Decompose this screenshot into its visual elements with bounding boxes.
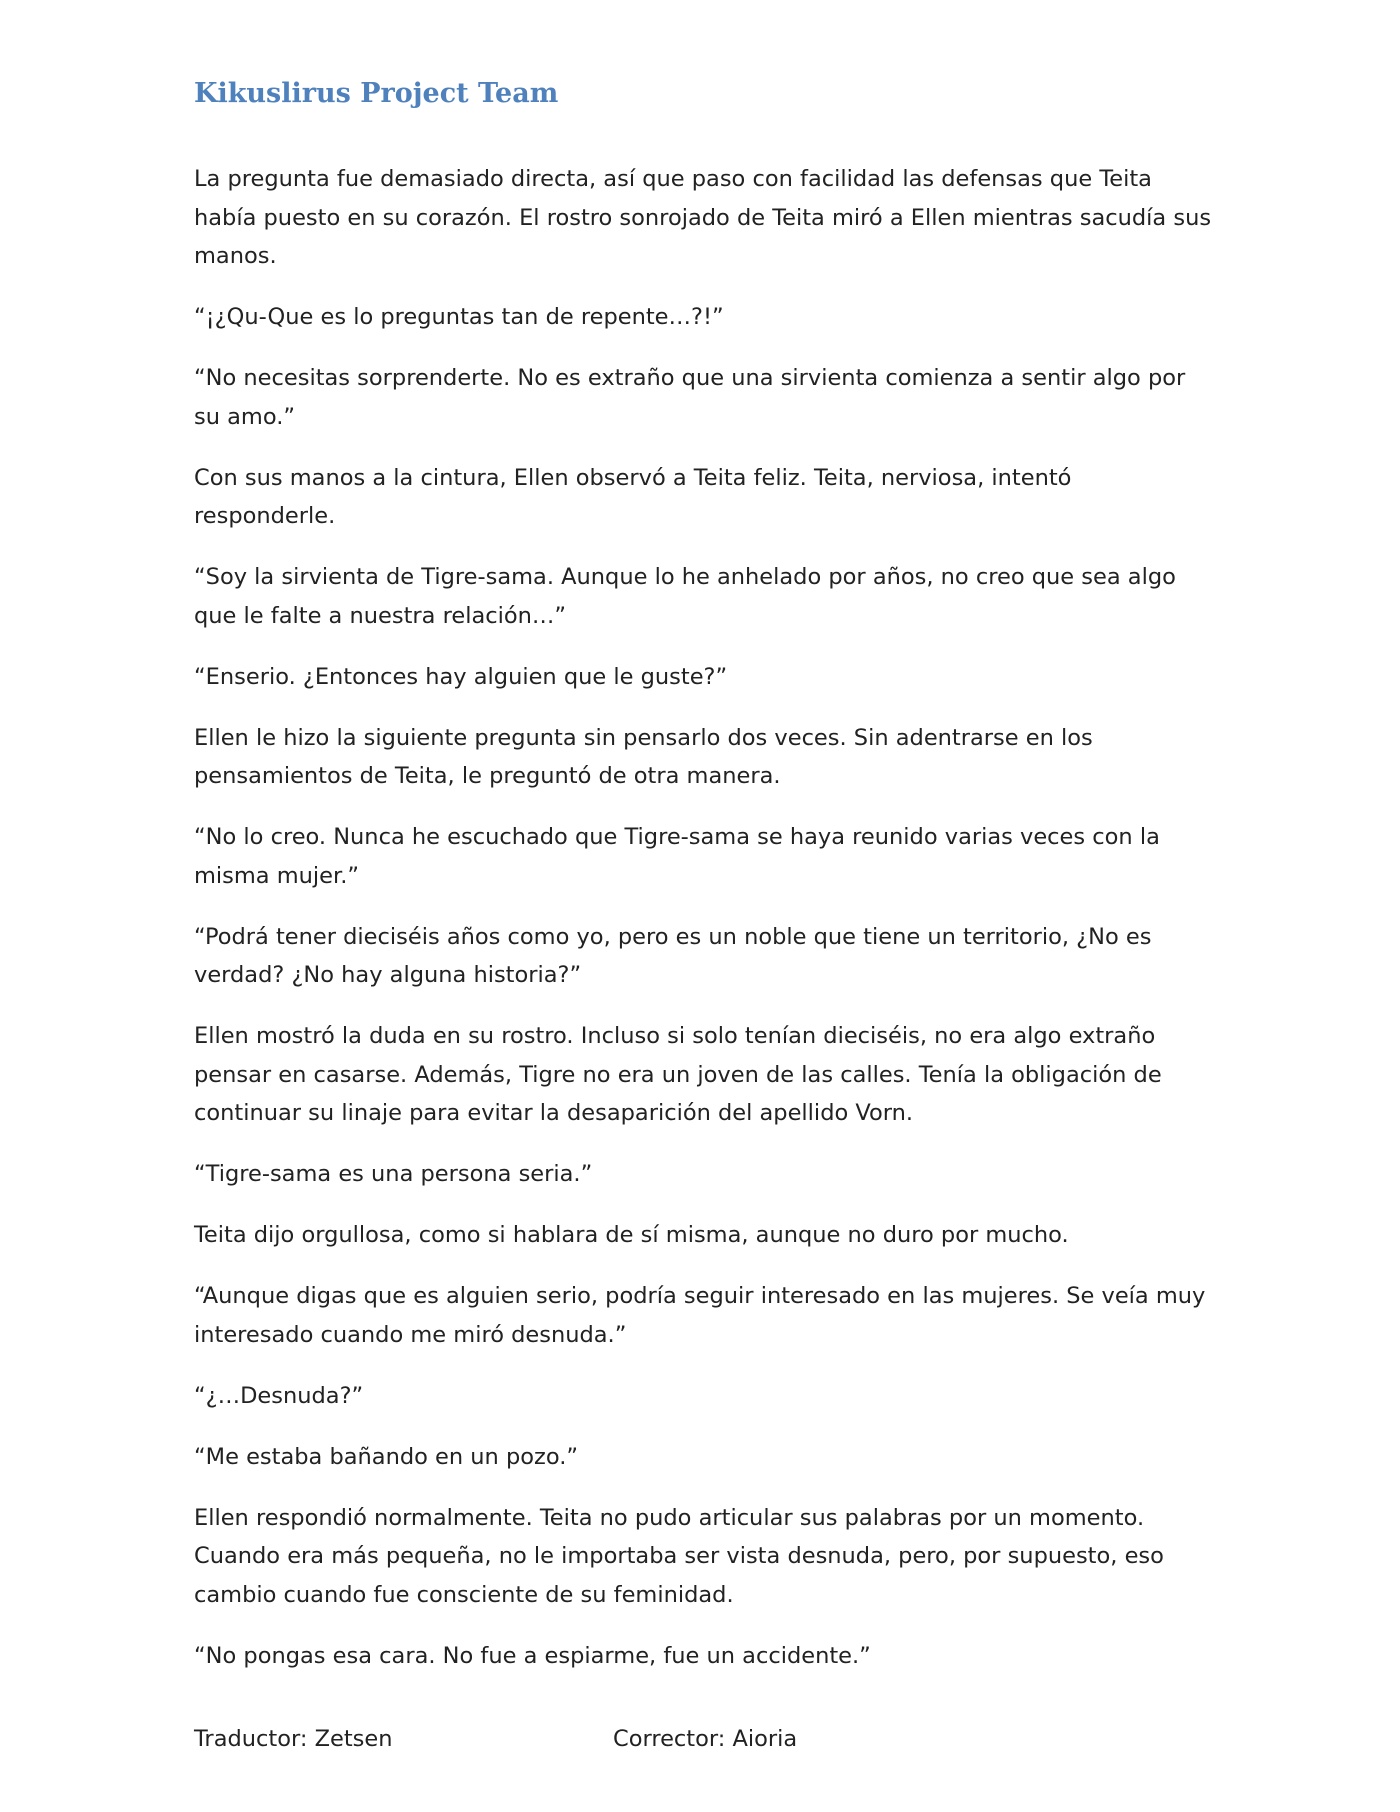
paragraph: “¡¿Qu-Que es lo preguntas tan de repente…?!”: [194, 304, 724, 330]
paragraph: Ellen le hizo la siguiente pregunta sin pensarlo dos veces. Sin adentrarse en los pensamientos de Teita, le preguntó de otra manera.: [194, 724, 1093, 789]
paragraph: La pregunta fue demasiado directa, así que paso con facilidad las defensas que Teita había puesto en su corazón. El rostro sonrojado de Teita miró a Ellen mientras sacudía sus manos.: [194, 166, 1212, 269]
paragraph: Ellen mostró la duda en su rostro. Incluso si solo tenían dieciséis, no era algo extraño pensar en casarse. Además, Tigre no era un joven de las calles. Tenía la obligación de continuar su linaje para evitar la desaparición del apellido Vorn.: [194, 1023, 1162, 1126]
paragraph: Teita dijo orgullosa, como si hablara de sí misma, aunque no duro por mucho.: [194, 1222, 1069, 1248]
paragraph: “Me estaba bañando en un pozo.”: [194, 1443, 579, 1470]
paragraph: “Tigre-sama es una persona seria.”: [194, 1161, 593, 1187]
paragraph: “Podrá tener dieciséis años como yo, pero es un noble que tiene un territorio, ¿No es verdad? ¿No hay alguna historia?”: [194, 923, 1152, 988]
paragraph: “No necesitas sorprenderte. No es extraño que una sirvienta comienza a sentir algo por su amo.”: [194, 365, 1186, 430]
corrector-credit: Corrector: Aioria: [613, 1726, 798, 1752]
paragraph: “No lo creo. Nunca he escuchado que Tigre-sama se haya reunido varias veces con la misma mujer.”: [194, 824, 1160, 889]
paragraph: Con sus manos a la cintura, Ellen observó a Teita feliz. Teita, nerviosa, intentó responderle.: [194, 464, 1072, 529]
translator-credit: Traductor: Zetsen: [194, 1726, 393, 1752]
paragraph: “¿…Desnuda?”: [194, 1382, 364, 1409]
paragraph: “Soy la sirvienta de Tigre-sama. Aunque lo he anhelado por años, no creo que sea algo que le falte a nuestra relación…”: [194, 564, 1176, 629]
paragraph: Ellen respondió normalmente. Teita no pudo articular sus palabras por un momento. Cuando era más pequeña, no le importaba ser vista desnuda, pero, por supuesto, eso cambio cuando fue consciente de su feminidad.: [194, 1504, 1164, 1608]
paragraph: “Aunque digas que es alguien serio, podría seguir interesado en las mujeres. Se veía muy interesado cuando me miró desnuda.”: [194, 1283, 1206, 1348]
paragraph: “Enserio. ¿Entonces hay alguien que le guste?”: [194, 663, 728, 690]
header-title: Kikuslirus Project Team: [194, 78, 559, 109]
body-text: [194, 160, 1214, 1698]
paragraph: “No pongas esa cara. No fue a espiarme, fue un accidente.”: [194, 1642, 871, 1669]
